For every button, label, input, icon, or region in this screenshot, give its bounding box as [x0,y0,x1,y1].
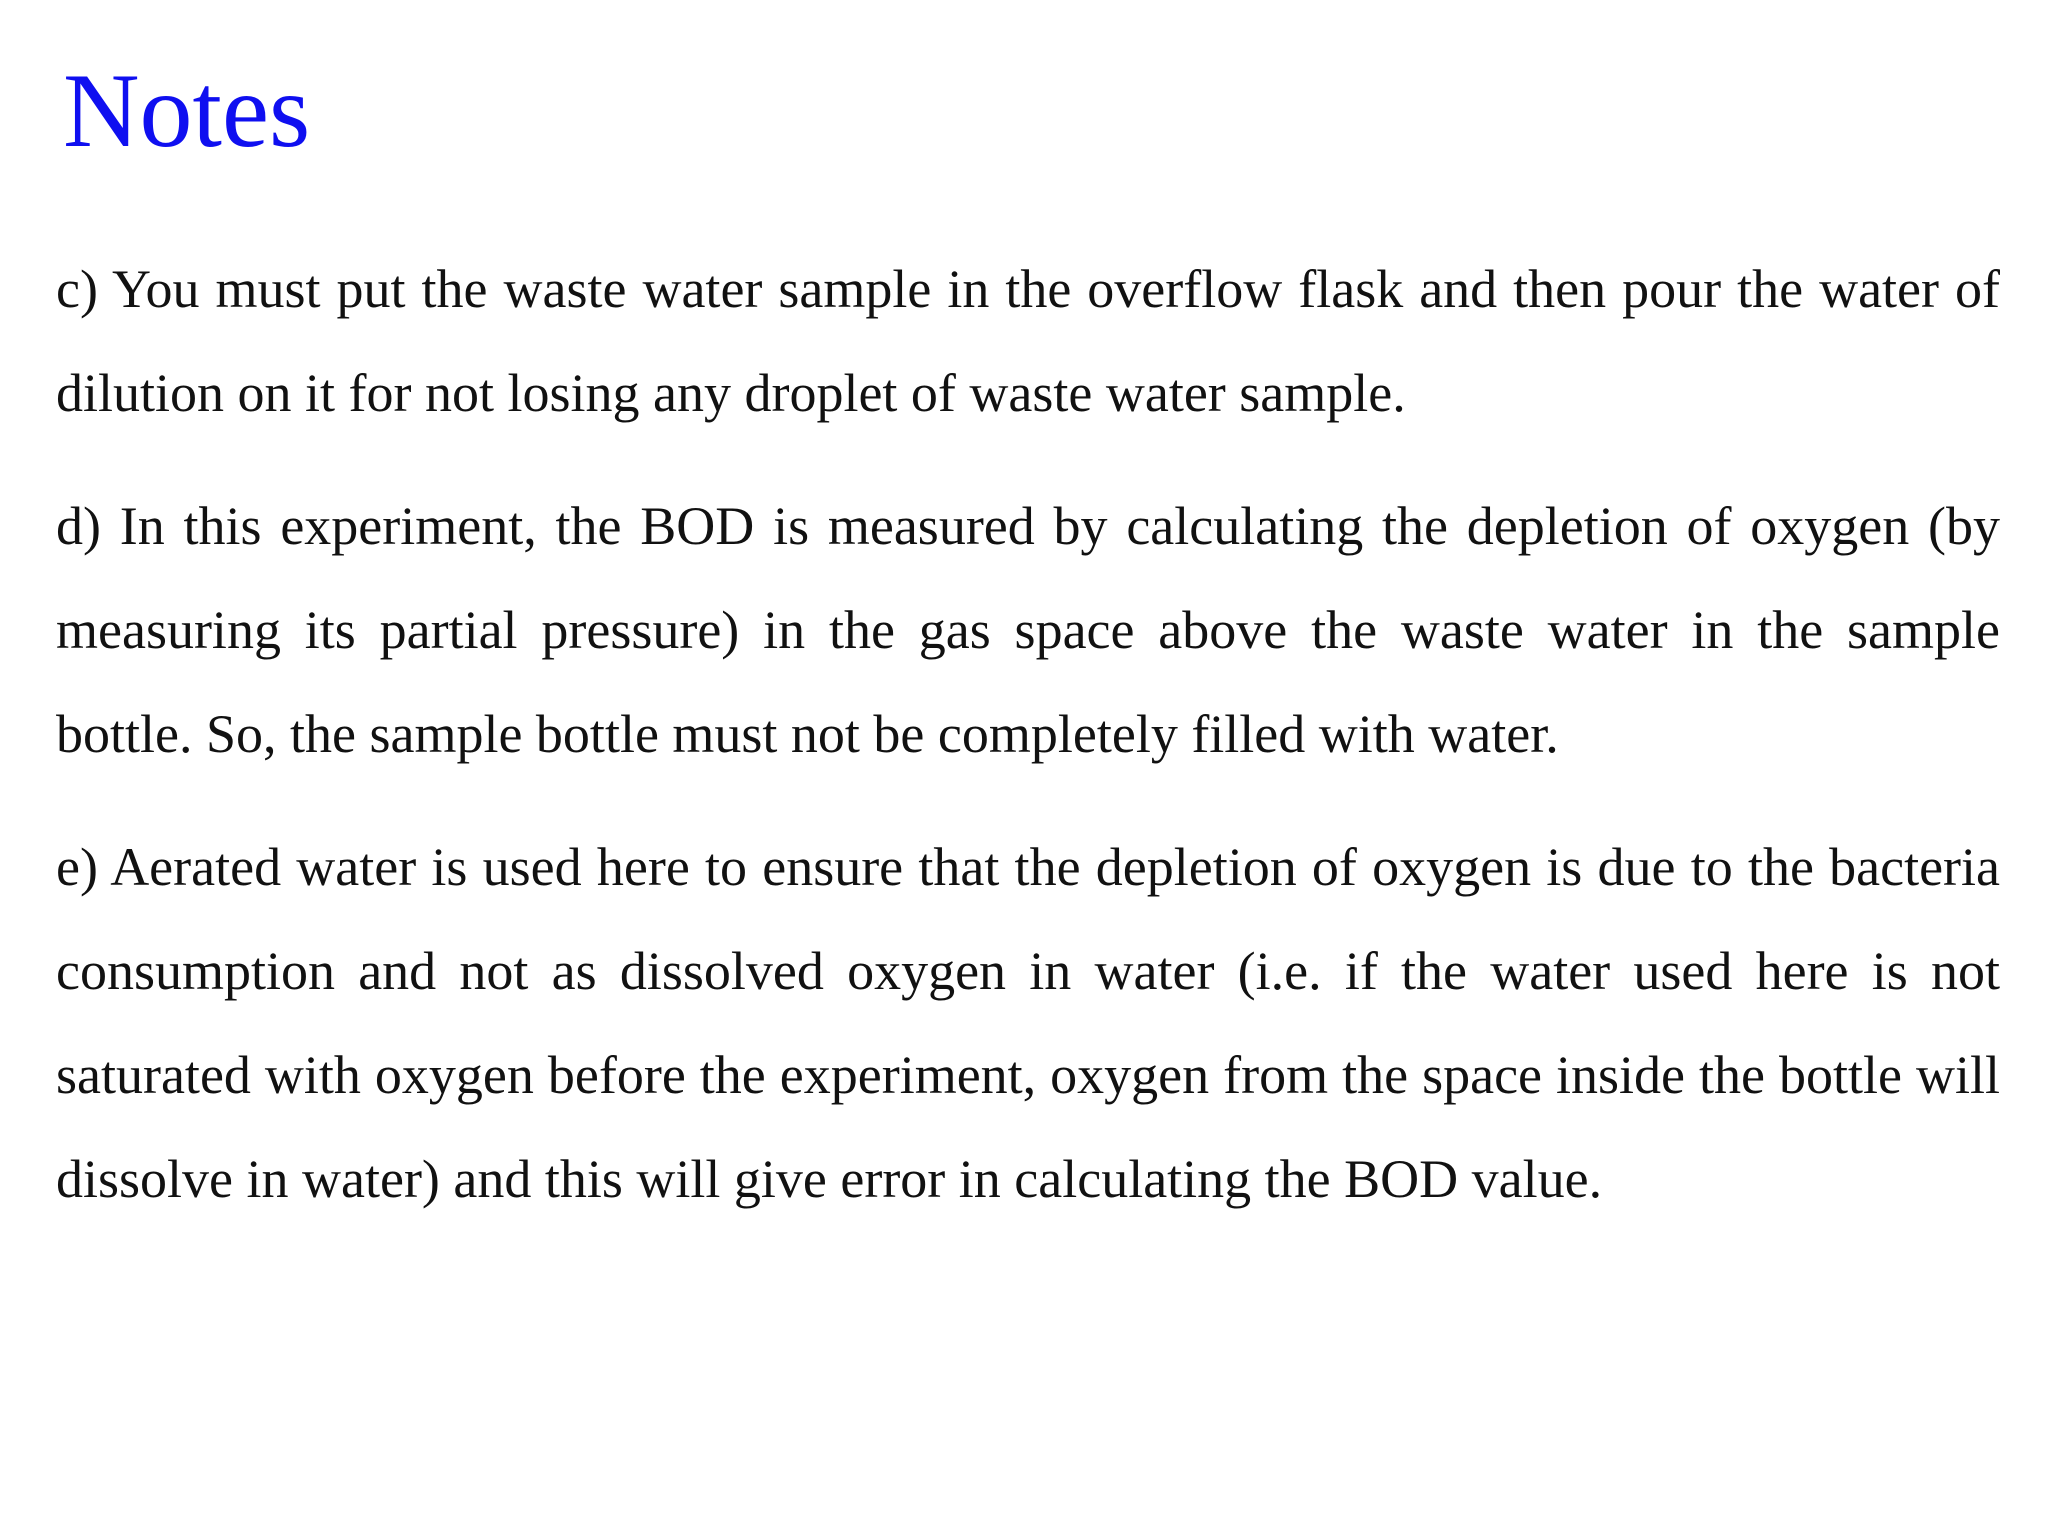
note-d: d) In this experiment, the BOD is measured by calculating the depletion of oxygen (by measuring its partial pressure) in the gas space above the waste water in the sample bottle. So, the sample bottle must not be completely filled with water. [56,496,2000,764]
note-e: e) Aerated water is used here to ensure that the depletion of oxygen is due to the bacteria consumption and not as dissolved oxygen in water (i.e. if the water used here is not saturated with oxygen before the experiment, oxygen from the space inside the bottle will dissolve in water) and this will give error in calculating the BOD value. [56,837,2000,1209]
slide-title: Notes [63,52,311,169]
note-c: c) You must put the waste water sample in the overflow flask and then pour the water of dilution on it for not losing any droplet of waste water sample. [56,259,2000,423]
notes-list [56,237,2000,1260]
